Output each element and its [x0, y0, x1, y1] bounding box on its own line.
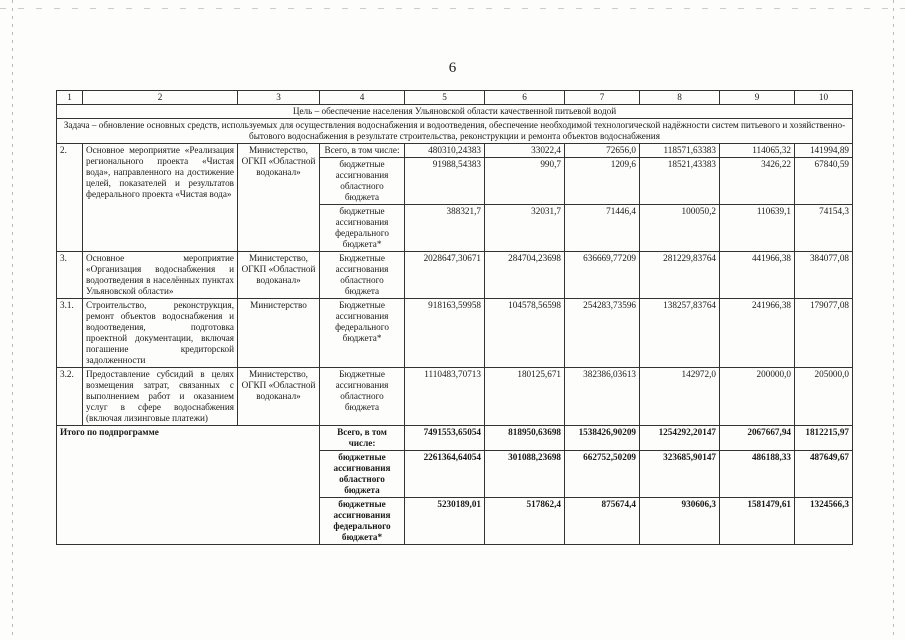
- value-cell: 18521,43383: [640, 158, 720, 205]
- value-cell: 138257,83764: [640, 299, 720, 368]
- value-cell: 2067667,94: [720, 426, 795, 451]
- value-cell: 91988,54383: [405, 158, 485, 205]
- value-cell: 141994,89: [795, 144, 853, 158]
- table-row: [57, 144, 853, 158]
- value-cell: 990,7: [485, 158, 565, 205]
- funding-source: Бюджетные ассигнования областного бюджета: [320, 252, 405, 299]
- measure-name: Строительство, реконструкция, ремонт объектов водоснабжения и водоотведения, подготовка проектной документации, включая погашение кредиторской задолженности: [83, 299, 238, 368]
- col-header: 2: [83, 91, 238, 105]
- table-row: [57, 368, 853, 426]
- value-cell: 1812215,97: [795, 426, 853, 451]
- value-cell: 7491553,65054: [405, 426, 485, 451]
- value-cell: 74154,3: [795, 205, 853, 252]
- goal-row: Цель – обеспечение населения Ульяновской области качественной питьевой водой: [57, 105, 853, 119]
- value-cell: 384077,08: [795, 252, 853, 299]
- value-cell: 382386,03613: [565, 368, 640, 426]
- value-cell: 1538426,90209: [565, 426, 640, 451]
- value-cell: 662752,50209: [565, 451, 640, 498]
- funding-source: Всего, в том числе:: [320, 426, 405, 451]
- value-cell: 636669,77209: [565, 252, 640, 299]
- funding-source: бюджетные ассигнования федерального бюджета*: [320, 498, 405, 545]
- value-cell: 323685,90147: [640, 451, 720, 498]
- scan-edge-top: [0, 8, 905, 9]
- executor: Министерство: [238, 299, 320, 368]
- value-cell: 480310,24383: [405, 144, 485, 158]
- page-number: 6: [448, 60, 457, 76]
- col-header: 8: [640, 91, 720, 105]
- measure-name: Основное мероприятие «Организация водоснабжения и водоотведения в населённых пунктах Ульяновской области»: [83, 252, 238, 299]
- value-cell: 114065,32: [720, 144, 795, 158]
- executor: Министерство, ОГКП «Областной водоканал»: [238, 252, 320, 299]
- value-cell: 2028647,30671: [405, 252, 485, 299]
- value-cell: 254283,73596: [565, 299, 640, 368]
- col-header: 4: [320, 91, 405, 105]
- value-cell: 67840,59: [795, 158, 853, 205]
- value-cell: 918163,59958: [405, 299, 485, 368]
- value-cell: 104578,56598: [485, 299, 565, 368]
- funding-source: бюджетные ассигнования областного бюджета: [320, 451, 405, 498]
- value-cell: 241966,38: [720, 299, 795, 368]
- row-number: 3.1.: [57, 299, 83, 368]
- value-cell: 33022,4: [485, 144, 565, 158]
- measure-name: Предоставление субсидий в целях возмещения затрат, связанных с выполнением работ и оказанием услуг в сфере водоснабжения (включая лизинговые платежи): [83, 368, 238, 426]
- funding-source: Бюджетные ассигнования областного бюджета: [320, 368, 405, 426]
- funding-source: Всего, в том числе:: [320, 144, 405, 158]
- funding-source: бюджетные ассигнования областного бюджета: [320, 158, 405, 205]
- value-cell: 441966,38: [720, 252, 795, 299]
- executor: Министерство, ОГКП «Областной водоканал»: [238, 144, 320, 252]
- row-number: 3.2.: [57, 368, 83, 426]
- value-cell: 72656,0: [565, 144, 640, 158]
- value-cell: 180125,671: [485, 368, 565, 426]
- value-cell: 200000,0: [720, 368, 795, 426]
- measure-name: Основное мероприятие «Реализация регионального проекта «Чистая вода», направленного на достижение целей, показателей и результатов федерального проекта «Чистая вода»: [83, 144, 238, 252]
- col-header: 1: [57, 91, 83, 105]
- value-cell: 1110483,70713: [405, 368, 485, 426]
- task-row: Задача – обновление основных средств, используемых для осуществления водоснабжения и водоотведения, обеспечение необходимой технологической надёжности систем питьевого и хозяйственно-бытового водоснабжения в результате строительства, реконструкции и ремонта объектов водоснабжения: [57, 119, 853, 144]
- row-number: 2.: [57, 144, 83, 252]
- total-row: [57, 426, 853, 451]
- value-cell: 875674,4: [565, 498, 640, 545]
- value-cell: 930606,3: [640, 498, 720, 545]
- value-cell: 205000,0: [795, 368, 853, 426]
- value-cell: 818950,63698: [485, 426, 565, 451]
- total-label: Итого по подпрограмме: [57, 426, 320, 545]
- value-cell: 32031,7: [485, 205, 565, 252]
- value-cell: 71446,4: [565, 205, 640, 252]
- row-number: 3.: [57, 252, 83, 299]
- value-cell: 1581479,61: [720, 498, 795, 545]
- value-cell: 100050,2: [640, 205, 720, 252]
- funding-source: Бюджетные ассигнования федерального бюджета*: [320, 299, 405, 368]
- budget-table: [56, 90, 853, 545]
- value-cell: 1209,6: [565, 158, 640, 205]
- value-cell: 486188,33: [720, 451, 795, 498]
- value-cell: 281229,83764: [640, 252, 720, 299]
- col-header: 7: [565, 91, 640, 105]
- table-row: [57, 299, 853, 368]
- funding-source: бюджетные ассигнования федерального бюджета*: [320, 205, 405, 252]
- col-header: 5: [405, 91, 485, 105]
- value-cell: 388321,7: [405, 205, 485, 252]
- value-cell: 5230189,01: [405, 498, 485, 545]
- value-cell: 3426,22: [720, 158, 795, 205]
- column-number-row: [57, 91, 853, 105]
- value-cell: 301088,23698: [485, 451, 565, 498]
- col-header: 9: [720, 91, 795, 105]
- value-cell: 1324566,3: [795, 498, 853, 545]
- table-row: [57, 252, 853, 299]
- value-cell: 284704,23698: [485, 252, 565, 299]
- col-header: 6: [485, 91, 565, 105]
- col-header: 3: [238, 91, 320, 105]
- value-cell: 487649,67: [795, 451, 853, 498]
- value-cell: 517862,4: [485, 498, 565, 545]
- scan-edge-right: [893, 0, 894, 640]
- value-cell: 118571,63383: [640, 144, 720, 158]
- value-cell: 142972,0: [640, 368, 720, 426]
- value-cell: 179077,08: [795, 299, 853, 368]
- value-cell: 1254292,20147: [640, 426, 720, 451]
- executor: Министерство, ОГКП «Областной водоканал»: [238, 368, 320, 426]
- col-header: 10: [795, 91, 853, 105]
- value-cell: 2261364,64054: [405, 451, 485, 498]
- scan-edge-left: [12, 0, 13, 640]
- value-cell: 110639,1: [720, 205, 795, 252]
